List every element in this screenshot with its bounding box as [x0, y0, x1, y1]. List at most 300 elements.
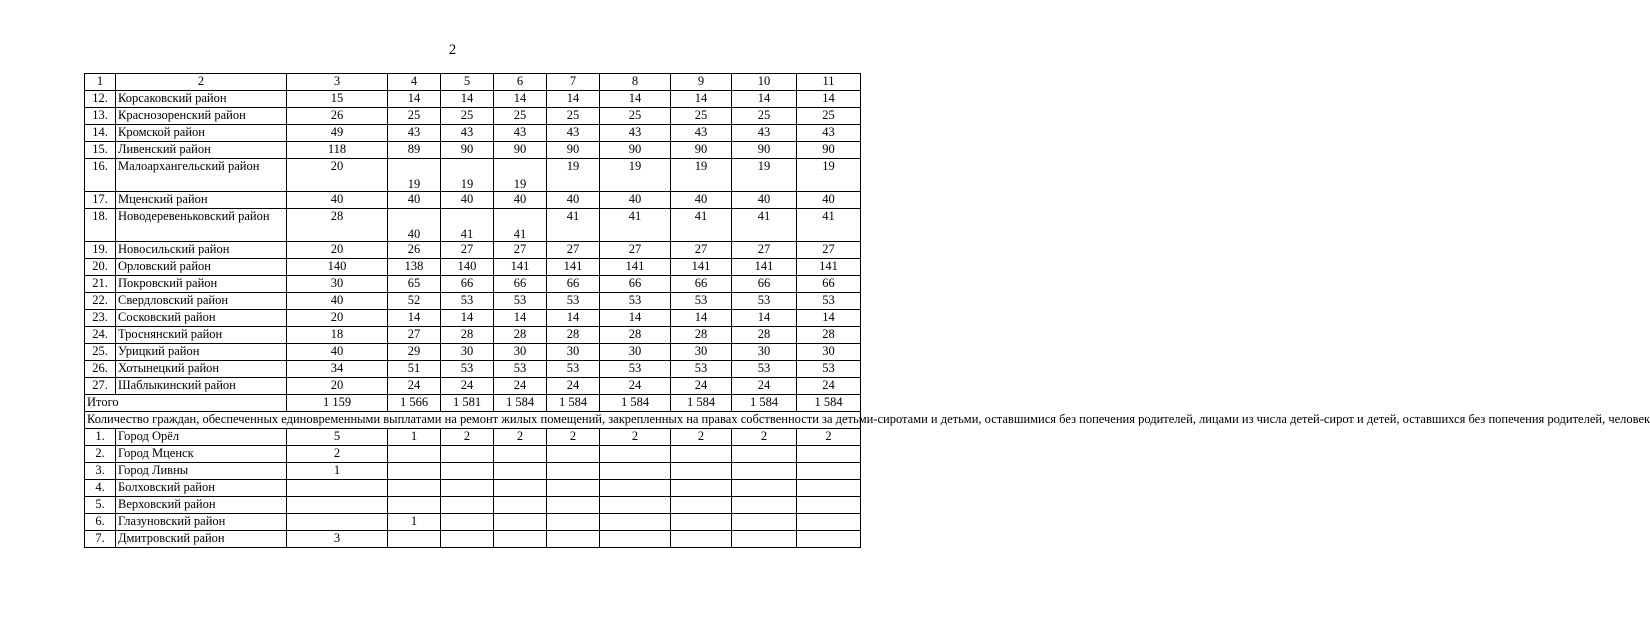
value-cell: 40	[732, 192, 797, 209]
value-cell: 43	[494, 125, 547, 142]
value-cell: 43	[797, 125, 861, 142]
district-name: Город Ливны	[116, 463, 287, 480]
value-cell: 2	[547, 429, 600, 446]
total-value: 1 584	[671, 395, 732, 412]
total-value: 1 584	[732, 395, 797, 412]
value-cell	[547, 446, 600, 463]
district-name: Урицкий район	[116, 344, 287, 361]
value-cell: 40	[388, 209, 441, 242]
value-cell: 14	[732, 91, 797, 108]
table-row	[85, 429, 861, 446]
value-cell	[388, 497, 441, 514]
row-number: 26.	[85, 361, 116, 378]
value-cell: 26	[287, 108, 388, 125]
value-cell	[732, 514, 797, 531]
value-cell: 20	[287, 378, 388, 395]
row-number: 5.	[85, 497, 116, 514]
value-cell: 41	[441, 209, 494, 242]
value-cell	[547, 463, 600, 480]
total-value: 1 584	[600, 395, 671, 412]
value-cell: 1	[388, 429, 441, 446]
row-number: 23.	[85, 310, 116, 327]
value-cell: 19	[600, 159, 671, 192]
value-cell: 53	[671, 293, 732, 310]
value-cell: 28	[441, 327, 494, 344]
value-cell: 65	[388, 276, 441, 293]
value-cell: 20	[287, 310, 388, 327]
value-cell: 14	[494, 310, 547, 327]
district-name: Глазуновский район	[116, 514, 287, 531]
table-row	[85, 242, 861, 259]
value-cell	[547, 480, 600, 497]
table-row	[85, 344, 861, 361]
district-name: Кромской район	[116, 125, 287, 142]
value-cell	[494, 514, 547, 531]
section-title-row	[85, 412, 861, 429]
section-title: Количество граждан, обеспеченных единовременными выплатами на ремонт жилых помещений, закрепленных на правах собственности за детьми-сиротами и детьми, оставшимися без попечения родителей, лицами из числа детей-сирот и детей, оставшихся без попечения родителей, человек	[85, 412, 861, 429]
value-cell: 43	[441, 125, 494, 142]
value-cell	[547, 514, 600, 531]
value-cell: 25	[600, 108, 671, 125]
value-cell	[671, 514, 732, 531]
value-cell: 43	[671, 125, 732, 142]
row-number: 7.	[85, 531, 116, 548]
row-number: 3.	[85, 463, 116, 480]
value-cell: 27	[388, 327, 441, 344]
value-cell: 34	[287, 361, 388, 378]
value-cell: 141	[494, 259, 547, 276]
total-label: Итого	[85, 395, 287, 412]
total-value: 1 581	[441, 395, 494, 412]
value-cell: 3	[287, 531, 388, 548]
value-cell	[494, 463, 547, 480]
value-cell: 1	[287, 463, 388, 480]
district-name: Троснянский район	[116, 327, 287, 344]
value-cell: 40	[441, 192, 494, 209]
column-number-header: 8	[600, 74, 671, 91]
column-number-header: 1	[85, 74, 116, 91]
value-cell: 25	[671, 108, 732, 125]
value-cell: 51	[388, 361, 441, 378]
value-cell	[732, 531, 797, 548]
value-cell: 41	[671, 209, 732, 242]
value-cell	[600, 514, 671, 531]
value-cell: 30	[732, 344, 797, 361]
value-cell: 43	[732, 125, 797, 142]
value-cell: 27	[441, 242, 494, 259]
table-row	[85, 463, 861, 480]
table-row	[85, 142, 861, 159]
value-cell: 1	[388, 514, 441, 531]
total-row	[85, 395, 861, 412]
value-cell: 53	[441, 361, 494, 378]
district-name: Сосковский район	[116, 310, 287, 327]
value-cell: 28	[732, 327, 797, 344]
value-cell: 53	[797, 361, 861, 378]
value-cell: 25	[732, 108, 797, 125]
value-cell: 25	[441, 108, 494, 125]
value-cell: 90	[732, 142, 797, 159]
table-row	[85, 209, 861, 242]
value-cell: 40	[797, 192, 861, 209]
value-cell: 30	[600, 344, 671, 361]
table-row	[85, 361, 861, 378]
value-cell: 27	[732, 242, 797, 259]
value-cell: 49	[287, 125, 388, 142]
value-cell	[797, 531, 861, 548]
district-name: Болховский район	[116, 480, 287, 497]
data-table	[84, 73, 1650, 548]
row-number: 1.	[85, 429, 116, 446]
value-cell: 27	[600, 242, 671, 259]
value-cell: 40	[494, 192, 547, 209]
value-cell: 28	[600, 327, 671, 344]
value-cell: 40	[287, 344, 388, 361]
value-cell: 19	[388, 159, 441, 192]
value-cell	[732, 463, 797, 480]
value-cell: 52	[388, 293, 441, 310]
row-number: 13.	[85, 108, 116, 125]
value-cell: 41	[547, 209, 600, 242]
value-cell: 90	[797, 142, 861, 159]
value-cell	[732, 480, 797, 497]
value-cell: 28	[494, 327, 547, 344]
value-cell	[600, 480, 671, 497]
district-name: Дмитровский район	[116, 531, 287, 548]
value-cell: 24	[388, 378, 441, 395]
column-number-header: 7	[547, 74, 600, 91]
value-cell: 14	[388, 91, 441, 108]
district-name: Корсаковский район	[116, 91, 287, 108]
value-cell: 41	[732, 209, 797, 242]
row-number: 15.	[85, 142, 116, 159]
value-cell	[287, 497, 388, 514]
value-cell: 28	[547, 327, 600, 344]
district-name: Краснозоренский район	[116, 108, 287, 125]
value-cell: 43	[388, 125, 441, 142]
value-cell: 2	[494, 429, 547, 446]
value-cell: 2	[797, 429, 861, 446]
table-row	[85, 497, 861, 514]
value-cell	[388, 531, 441, 548]
district-name: Орловский район	[116, 259, 287, 276]
value-cell: 138	[388, 259, 441, 276]
value-cell	[600, 531, 671, 548]
value-cell: 28	[671, 327, 732, 344]
value-cell	[287, 480, 388, 497]
value-cell: 28	[797, 327, 861, 344]
value-cell: 15	[287, 91, 388, 108]
value-cell	[671, 480, 732, 497]
value-cell: 141	[547, 259, 600, 276]
value-cell	[671, 446, 732, 463]
row-number: 2.	[85, 446, 116, 463]
value-cell: 5	[287, 429, 388, 446]
column-number-header: 11	[797, 74, 861, 91]
value-cell: 19	[797, 159, 861, 192]
value-cell: 43	[600, 125, 671, 142]
value-cell: 14	[600, 91, 671, 108]
table-row	[85, 327, 861, 344]
table-row	[85, 514, 861, 531]
header-row	[85, 74, 861, 91]
value-cell	[494, 497, 547, 514]
value-cell: 66	[600, 276, 671, 293]
value-cell	[600, 497, 671, 514]
row-number: 24.	[85, 327, 116, 344]
value-cell	[600, 446, 671, 463]
row-number: 21.	[85, 276, 116, 293]
value-cell: 53	[547, 361, 600, 378]
value-cell: 19	[547, 159, 600, 192]
value-cell	[441, 446, 494, 463]
value-cell: 66	[797, 276, 861, 293]
value-cell: 19	[441, 159, 494, 192]
value-cell	[441, 514, 494, 531]
table-row	[85, 378, 861, 395]
value-cell: 30	[547, 344, 600, 361]
column-number-header: 10	[732, 74, 797, 91]
value-cell: 25	[494, 108, 547, 125]
total-value: 1 566	[388, 395, 441, 412]
value-cell: 41	[600, 209, 671, 242]
district-name: Шаблыкинский район	[116, 378, 287, 395]
value-cell: 53	[732, 361, 797, 378]
value-cell: 66	[547, 276, 600, 293]
district-name: Ливенский район	[116, 142, 287, 159]
value-cell: 24	[797, 378, 861, 395]
row-number: 19.	[85, 242, 116, 259]
row-number: 18.	[85, 209, 116, 242]
value-cell: 53	[732, 293, 797, 310]
district-name: Новосильский район	[116, 242, 287, 259]
value-cell	[441, 463, 494, 480]
value-cell: 30	[287, 276, 388, 293]
row-number: 16.	[85, 159, 116, 192]
value-cell: 2	[671, 429, 732, 446]
table-row	[85, 259, 861, 276]
value-cell: 14	[671, 91, 732, 108]
value-cell: 14	[547, 91, 600, 108]
value-cell	[441, 497, 494, 514]
value-cell: 25	[388, 108, 441, 125]
value-cell: 14	[441, 310, 494, 327]
value-cell	[494, 446, 547, 463]
value-cell: 90	[494, 142, 547, 159]
value-cell: 118	[287, 142, 388, 159]
value-cell	[797, 446, 861, 463]
value-cell: 14	[547, 310, 600, 327]
total-value: 1 584	[797, 395, 861, 412]
column-number-header: 3	[287, 74, 388, 91]
value-cell	[494, 480, 547, 497]
row-number: 6.	[85, 514, 116, 531]
value-cell: 20	[287, 242, 388, 259]
table-row	[85, 446, 861, 463]
value-cell: 14	[494, 91, 547, 108]
value-cell: 90	[547, 142, 600, 159]
value-cell	[441, 531, 494, 548]
value-cell: 18	[287, 327, 388, 344]
value-cell: 30	[671, 344, 732, 361]
value-cell: 40	[287, 293, 388, 310]
value-cell: 25	[797, 108, 861, 125]
table-row	[85, 108, 861, 125]
value-cell: 141	[732, 259, 797, 276]
total-value: 1 159	[287, 395, 388, 412]
value-cell	[388, 463, 441, 480]
value-cell: 27	[494, 242, 547, 259]
value-cell: 53	[494, 361, 547, 378]
value-cell: 26	[388, 242, 441, 259]
value-cell: 141	[797, 259, 861, 276]
value-cell: 53	[547, 293, 600, 310]
value-cell: 40	[388, 192, 441, 209]
value-cell	[547, 497, 600, 514]
value-cell: 53	[494, 293, 547, 310]
value-cell: 89	[388, 142, 441, 159]
value-cell	[388, 480, 441, 497]
value-cell	[547, 531, 600, 548]
value-cell: 29	[388, 344, 441, 361]
table-row	[85, 91, 861, 108]
district-name: Хотынецкий район	[116, 361, 287, 378]
value-cell	[797, 463, 861, 480]
value-cell: 14	[797, 91, 861, 108]
value-cell: 53	[797, 293, 861, 310]
value-cell: 53	[441, 293, 494, 310]
value-cell: 2	[441, 429, 494, 446]
value-cell: 140	[287, 259, 388, 276]
column-number-header: 5	[441, 74, 494, 91]
column-number-header: 2	[116, 74, 287, 91]
value-cell: 41	[494, 209, 547, 242]
district-name: Мценский район	[116, 192, 287, 209]
district-name: Город Орёл	[116, 429, 287, 446]
value-cell	[732, 446, 797, 463]
value-cell: 14	[388, 310, 441, 327]
value-cell	[287, 514, 388, 531]
column-number-header: 6	[494, 74, 547, 91]
table-row	[85, 531, 861, 548]
row-number: 14.	[85, 125, 116, 142]
value-cell: 14	[441, 91, 494, 108]
value-cell: 53	[600, 293, 671, 310]
value-cell: 2	[287, 446, 388, 463]
total-value: 1 584	[494, 395, 547, 412]
value-cell	[671, 497, 732, 514]
value-cell	[797, 514, 861, 531]
value-cell: 19	[671, 159, 732, 192]
row-number: 17.	[85, 192, 116, 209]
total-value: 1 584	[547, 395, 600, 412]
value-cell	[732, 497, 797, 514]
value-cell: 2	[732, 429, 797, 446]
value-cell: 27	[671, 242, 732, 259]
table-row	[85, 125, 861, 142]
value-cell: 24	[441, 378, 494, 395]
value-cell: 24	[732, 378, 797, 395]
value-cell: 66	[441, 276, 494, 293]
value-cell: 66	[494, 276, 547, 293]
value-cell: 40	[547, 192, 600, 209]
column-number-header: 9	[671, 74, 732, 91]
value-cell: 90	[671, 142, 732, 159]
district-name: Город Мценск	[116, 446, 287, 463]
column-number-header: 4	[388, 74, 441, 91]
value-cell: 40	[287, 192, 388, 209]
value-cell: 41	[797, 209, 861, 242]
value-cell: 30	[797, 344, 861, 361]
value-cell	[388, 446, 441, 463]
value-cell: 14	[600, 310, 671, 327]
value-cell: 2	[600, 429, 671, 446]
value-cell	[671, 463, 732, 480]
row-number: 27.	[85, 378, 116, 395]
page-number: 2	[448, 42, 457, 58]
value-cell: 24	[600, 378, 671, 395]
row-number: 20.	[85, 259, 116, 276]
district-name: Свердловский район	[116, 293, 287, 310]
table-row	[85, 480, 861, 497]
value-cell: 40	[600, 192, 671, 209]
value-cell: 27	[547, 242, 600, 259]
value-cell: 20	[287, 159, 388, 192]
value-cell	[671, 531, 732, 548]
value-cell: 14	[732, 310, 797, 327]
table-row	[85, 276, 861, 293]
value-cell	[494, 531, 547, 548]
value-cell: 141	[600, 259, 671, 276]
value-cell: 28	[287, 209, 388, 242]
district-name: Малоархангельский район	[116, 159, 287, 192]
table-row	[85, 192, 861, 209]
value-cell	[797, 497, 861, 514]
district-name: Верховский район	[116, 497, 287, 514]
value-cell: 25	[547, 108, 600, 125]
value-cell: 140	[441, 259, 494, 276]
district-name: Новодеревеньковский район	[116, 209, 287, 242]
value-cell: 40	[671, 192, 732, 209]
value-cell: 24	[671, 378, 732, 395]
value-cell: 30	[441, 344, 494, 361]
district-name: Покровский район	[116, 276, 287, 293]
row-number: 22.	[85, 293, 116, 310]
value-cell: 66	[671, 276, 732, 293]
row-number: 25.	[85, 344, 116, 361]
value-cell: 14	[671, 310, 732, 327]
value-cell: 24	[494, 378, 547, 395]
value-cell: 43	[547, 125, 600, 142]
value-cell: 27	[797, 242, 861, 259]
value-cell: 141	[671, 259, 732, 276]
value-cell	[441, 480, 494, 497]
row-number: 12.	[85, 91, 116, 108]
table-row	[85, 159, 861, 192]
value-cell: 53	[600, 361, 671, 378]
table-row	[85, 310, 861, 327]
value-cell: 19	[494, 159, 547, 192]
row-number: 4.	[85, 480, 116, 497]
value-cell: 30	[494, 344, 547, 361]
value-cell: 19	[732, 159, 797, 192]
value-cell	[600, 463, 671, 480]
value-cell	[797, 480, 861, 497]
value-cell: 90	[441, 142, 494, 159]
value-cell: 66	[732, 276, 797, 293]
table-row	[85, 293, 861, 310]
value-cell: 14	[797, 310, 861, 327]
